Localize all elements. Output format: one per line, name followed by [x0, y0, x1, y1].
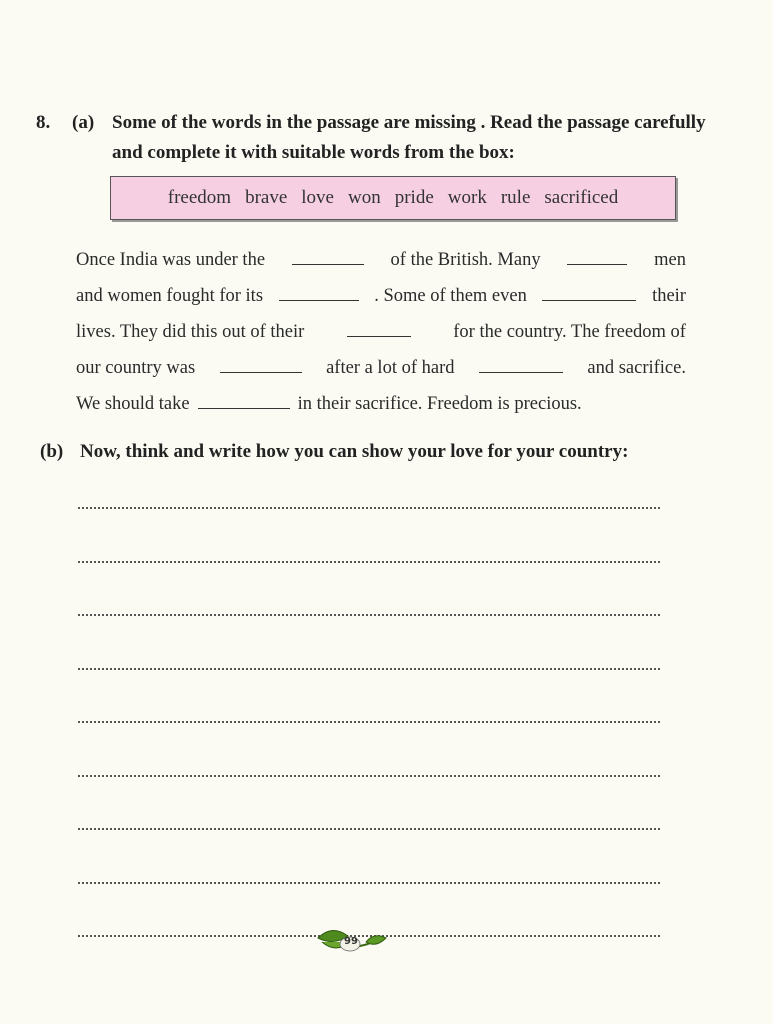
passage-text: . Some of them even	[374, 286, 527, 306]
writing-line[interactable]	[78, 505, 660, 509]
passage-text: of the British. Many	[390, 250, 541, 270]
writing-line[interactable]	[78, 666, 660, 670]
part-b-label: (b)	[40, 441, 64, 462]
writing-line[interactable]	[78, 612, 660, 616]
passage-text: and women fought for its	[76, 286, 264, 306]
passage-text: after a lot of hard	[326, 358, 455, 378]
blank-3[interactable]	[279, 278, 359, 301]
passage-line-1	[76, 242, 686, 278]
blank-6[interactable]	[220, 350, 302, 373]
page-number: 99	[344, 936, 358, 947]
writing-line[interactable]	[78, 826, 660, 830]
word-brave: brave	[245, 187, 288, 208]
blank-8[interactable]	[198, 386, 290, 409]
part-a-label: (a)	[72, 112, 95, 133]
blank-1[interactable]	[292, 242, 364, 265]
word-won: won	[348, 187, 381, 208]
word-box	[110, 176, 676, 220]
writing-line[interactable]	[78, 719, 660, 723]
passage-line-4	[76, 350, 686, 386]
blank-2[interactable]	[567, 242, 627, 265]
part-a-instruction: Some of the words in the passage are missing . Read the passage carefully and complete it with suitable words from the box:	[112, 112, 706, 163]
word-rule: rule	[500, 187, 531, 208]
question-number: 8.	[36, 112, 51, 133]
passage-text: in their sacrifice. Freedom is precious.	[297, 394, 582, 414]
passage-line-3	[76, 314, 686, 350]
passage-text: their	[652, 286, 686, 306]
part-b-heading	[40, 438, 720, 466]
blank-4[interactable]	[542, 278, 636, 301]
word-work: work	[447, 187, 487, 208]
passage	[76, 242, 686, 422]
passage-text: our country was	[76, 358, 196, 378]
part-b-instruction: Now, think and write how you can show your love for your country:	[80, 441, 629, 462]
blank-5[interactable]	[347, 314, 411, 337]
word-freedom: freedom	[167, 187, 232, 208]
passage-text: and sacrifice.	[587, 358, 686, 378]
passage-line-5	[76, 386, 686, 422]
passage-line-2	[76, 278, 686, 314]
word-pride: pride	[394, 187, 434, 208]
passage-text: for the country. The freedom of	[453, 322, 686, 342]
passage-text: men	[654, 250, 686, 270]
question-8-heading	[36, 108, 716, 168]
passage-text: We should take	[76, 394, 190, 414]
writing-lines	[78, 505, 660, 987]
page-footer	[312, 920, 392, 960]
passage-text: Once India was under the	[76, 250, 266, 270]
passage-text: lives. They did this out of their	[76, 322, 305, 342]
word-sacrificed: sacrificed	[544, 187, 619, 208]
blank-7[interactable]	[479, 350, 563, 373]
writing-line[interactable]	[78, 773, 660, 777]
word-love: love	[301, 187, 334, 208]
writing-line[interactable]	[78, 880, 660, 884]
writing-line[interactable]	[78, 559, 660, 563]
